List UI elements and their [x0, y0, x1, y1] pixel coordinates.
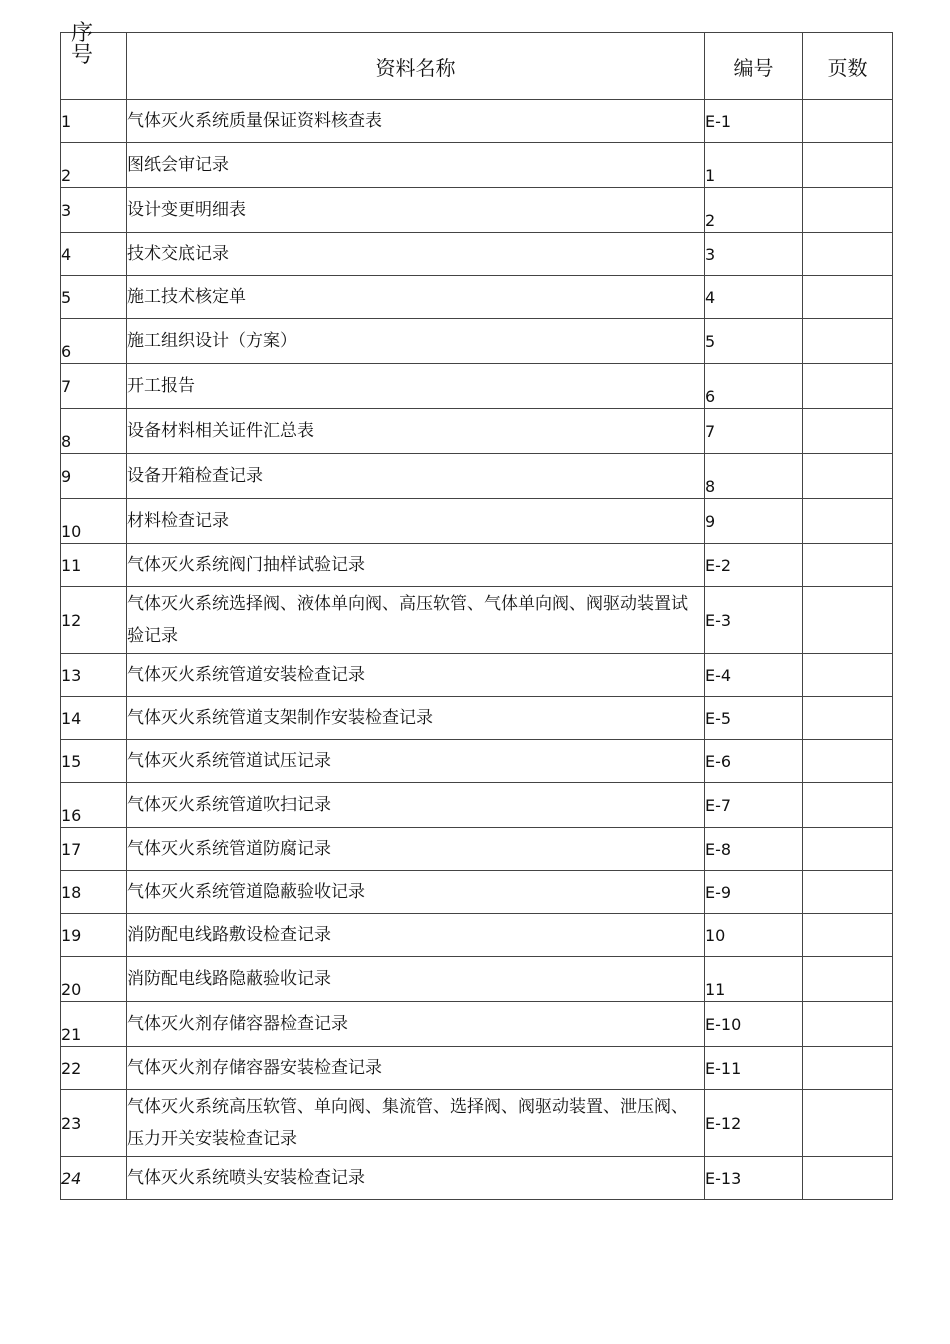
row-code: 11 [705, 957, 803, 1002]
row-code: E-2 [705, 544, 803, 587]
row-no: 4 [61, 233, 127, 276]
table-row [61, 1002, 893, 1047]
row-code: E-12 [705, 1090, 803, 1157]
row-no: 19 [61, 914, 127, 957]
row-name: 设备材料相关证件汇总表 [127, 409, 705, 454]
row-code: E-5 [705, 697, 803, 740]
table-row [61, 188, 893, 233]
row-name: 设备开箱检查记录 [127, 454, 705, 499]
row-code: 6 [705, 364, 803, 409]
row-name: 气体灭火剂存储容器检查记录 [127, 1002, 705, 1047]
row-pages [803, 188, 893, 233]
row-no: 12 [61, 587, 127, 654]
row-no: 24 [61, 1157, 127, 1200]
row-code: 3 [705, 233, 803, 276]
table-row [61, 143, 893, 188]
row-name: 设计变更明细表 [127, 188, 705, 233]
row-pages [803, 1047, 893, 1090]
row-pages [803, 1157, 893, 1200]
row-pages [803, 697, 893, 740]
table-header-row [61, 33, 893, 100]
row-name: 气体灭火系统质量保证资料核查表 [127, 100, 705, 143]
table-row [61, 1157, 893, 1200]
table-row [61, 454, 893, 499]
header-name: 资料名称 [127, 33, 705, 100]
row-code: E-3 [705, 587, 803, 654]
row-no: 13 [61, 654, 127, 697]
table-row [61, 319, 893, 364]
row-code: 2 [705, 188, 803, 233]
row-pages [803, 409, 893, 454]
row-pages [803, 740, 893, 783]
table-row [61, 276, 893, 319]
row-code: 8 [705, 454, 803, 499]
row-name: 消防配电线路隐蔽验收记录 [127, 957, 705, 1002]
row-pages [803, 233, 893, 276]
row-code: 10 [705, 914, 803, 957]
row-no: 1 [61, 100, 127, 143]
row-no: 17 [61, 828, 127, 871]
table-row [61, 100, 893, 143]
row-pages [803, 319, 893, 364]
row-code: E-6 [705, 740, 803, 783]
header-no [61, 21, 127, 100]
row-code: E-10 [705, 1002, 803, 1047]
row-no: 2 [61, 143, 127, 188]
row-code: E-11 [705, 1047, 803, 1090]
table-row [61, 914, 893, 957]
row-pages [803, 957, 893, 1002]
table-row [61, 409, 893, 454]
table-row [61, 544, 893, 587]
row-name: 气体灭火系统管道支架制作安装检查记录 [127, 697, 705, 740]
row-name: 施工技术核定单 [127, 276, 705, 319]
row-code: 1 [705, 143, 803, 188]
table-row [61, 828, 893, 871]
table-row [61, 740, 893, 783]
row-no: 6 [61, 319, 127, 364]
row-pages [803, 783, 893, 828]
table-row [61, 957, 893, 1002]
row-name: 气体灭火系统阀门抽样试验记录 [127, 544, 705, 587]
row-name: 气体灭火系统管道试压记录 [127, 740, 705, 783]
row-code: E-7 [705, 783, 803, 828]
row-no: 18 [61, 871, 127, 914]
row-code: 5 [705, 319, 803, 364]
row-name: 消防配电线路敷设检查记录 [127, 914, 705, 957]
row-name: 气体灭火系统管道防腐记录 [127, 828, 705, 871]
row-pages [803, 1002, 893, 1047]
row-no: 8 [61, 409, 127, 454]
row-code: E-13 [705, 1157, 803, 1200]
row-code: E-8 [705, 828, 803, 871]
row-no: 20 [61, 957, 127, 1002]
row-name: 施工组织设计（方案） [127, 319, 705, 364]
row-pages [803, 364, 893, 409]
table-row [61, 871, 893, 914]
row-no: 11 [61, 544, 127, 587]
table-row [61, 364, 893, 409]
row-pages [803, 914, 893, 957]
row-no: 5 [61, 276, 127, 319]
row-code: E-4 [705, 654, 803, 697]
table-row [61, 697, 893, 740]
row-no: 10 [61, 499, 127, 544]
row-no: 9 [61, 454, 127, 499]
header-code: 编号 [705, 33, 803, 100]
row-pages [803, 1090, 893, 1157]
row-no: 7 [61, 364, 127, 409]
row-code: 4 [705, 276, 803, 319]
row-name: 气体灭火系统管道隐蔽验收记录 [127, 871, 705, 914]
row-name: 材料检查记录 [127, 499, 705, 544]
row-pages [803, 143, 893, 188]
table-row [61, 783, 893, 828]
row-pages [803, 828, 893, 871]
row-code: 7 [705, 409, 803, 454]
row-pages [803, 654, 893, 697]
row-pages [803, 587, 893, 654]
row-name: 气体灭火系统管道安装检查记录 [127, 654, 705, 697]
row-pages [803, 871, 893, 914]
row-code: 9 [705, 499, 803, 544]
table-row [61, 499, 893, 544]
row-name: 气体灭火系统选择阀、液体单向阀、高压软管、气体单向阀、阀驱动装置试验记录 [127, 587, 705, 654]
table-row [61, 1090, 893, 1157]
row-no: 15 [61, 740, 127, 783]
row-no: 23 [61, 1090, 127, 1157]
row-name: 气体灭火系统喷头安装检查记录 [127, 1157, 705, 1200]
header-pages: 页数 [803, 33, 893, 100]
table-row [61, 654, 893, 697]
row-name: 气体灭火系统高压软管、单向阀、集流管、选择阀、阀驱动装置、泄压阀、压力开关安装检查记录 [127, 1090, 705, 1157]
table-row [61, 587, 893, 654]
row-no: 22 [61, 1047, 127, 1090]
row-name: 气体灭火剂存储容器安装检查记录 [127, 1047, 705, 1090]
table-row [61, 1047, 893, 1090]
row-code: E-9 [705, 871, 803, 914]
row-pages [803, 454, 893, 499]
row-name: 技术交底记录 [127, 233, 705, 276]
table-row [61, 233, 893, 276]
row-name: 图纸会审记录 [127, 143, 705, 188]
row-pages [803, 499, 893, 544]
document-index-table [60, 21, 893, 1200]
row-name: 气体灭火系统管道吹扫记录 [127, 783, 705, 828]
header-no-label: 序号 [71, 21, 94, 68]
row-no: 14 [61, 697, 127, 740]
row-pages [803, 276, 893, 319]
row-code: E-1 [705, 100, 803, 143]
row-no: 3 [61, 188, 127, 233]
row-pages [803, 100, 893, 143]
row-pages [803, 544, 893, 587]
row-no: 21 [61, 1002, 127, 1047]
row-no: 16 [61, 783, 127, 828]
row-name: 开工报告 [127, 364, 705, 409]
